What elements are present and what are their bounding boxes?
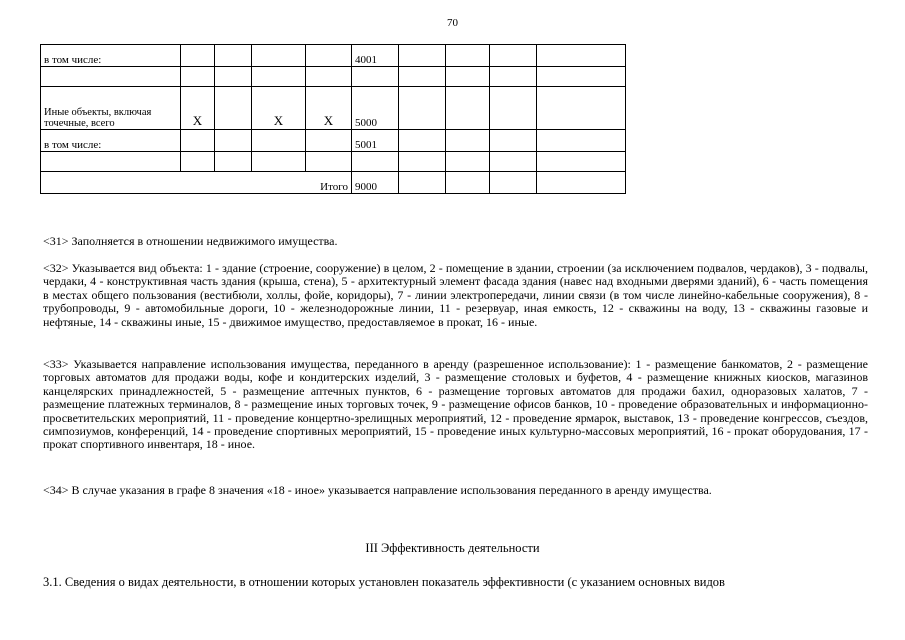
table-row <box>41 152 626 172</box>
total-label: Итого <box>41 172 352 194</box>
footnote-32: <32> Указывается вид объекта: 1 - здание (строение, сооружение) в целом, 2 - помещение в здании, строении (за исключением подвалов, чердаков), 3 - подвалы, чердаки, 4 - конструктивная часть здания (крыша, стена), 5 - архитектурный элемент фасада здания (навес над входными дверями зданий), 6 - часть помещения в местах общего пользования (вестибюли, холлы, фойе, коридоры), 7 - линии электропередачи, линии связи (в том числе линейно-кабельные сооружения), 8 - трубопроводы, 9 - автомобильные дороги, 10 - железнодорожные линии, 11 - резервуар, иная емкость, 12 - скважины на воду, 13 - скважины газовые и нефтяные, 14 - скважины иные, 15 - движимое имущество, предоставляемое в прокат, 16 - иные. <box>43 261 868 329</box>
row-label: Иные объекты, включая точечные, всего <box>41 87 181 130</box>
section-paragraph: 3.1. Сведения о видах деятельности, в отношении которых установлен показатель эффективности (с указанием основных видов <box>43 575 725 589</box>
footnote-31: <31> Заполняется в отношении недвижимого имущества. <box>43 234 338 248</box>
table-row <box>41 67 626 87</box>
x-mark: X <box>252 87 306 130</box>
footnote-33: <33> Указывается направление использования имущества, переданного в аренду (разрешенное использование): 1 - размещение банкоматов, 2 - размещение торговых автоматов для продажи воды, кофе и кондитерских изделий, 3 - размещение столовых и буфетов, 4 - размещение книжных киосков, магазинов канцелярских принадлежностей, 5 - размещение аптечных пунктов, 6 - размещение торговых автоматов для продажи бахил, одноразовых халатов, 7 - размещение платежных терминалов, 8 - размещение иных торговых точек, 9 - размещение офисов банков, 10 - проведение образовательных и информационно-просветительских мероприятий, 11 - проведение концертно-зрелищных мероприятий, 12 - проведение ярмарок, выставок, 13 - проведение конгрессов, съездов, симпозиумов, конференций, 14 - проведение спортивных мероприятий, 15 - проведение иных культурно-массовых мероприятий, 16 - прокат оборудования, 17 - прокат спортивного инвентаря, 18 - иное. <box>43 357 868 452</box>
total-code: 9000 <box>352 172 399 194</box>
row-code: 4001 <box>352 45 399 67</box>
x-mark: X <box>306 87 352 130</box>
section-title: III Эффективность деятельности <box>365 541 540 555</box>
table-row <box>41 45 626 67</box>
x-mark: X <box>181 87 215 130</box>
table-row-total <box>41 172 626 194</box>
row-label: в том числе: <box>41 45 181 67</box>
row-label: в том числе: <box>41 130 181 152</box>
property-table <box>40 44 626 194</box>
footnote-34: <34> В случае указания в графе 8 значения «18 - иное» указывается направление использования переданного в аренду имущества. <box>43 483 712 497</box>
row-code: 5001 <box>352 130 399 152</box>
page-number: 70 <box>447 17 458 29</box>
table-row <box>41 130 626 152</box>
row-code: 5000 <box>352 87 399 130</box>
table-row <box>41 87 626 130</box>
